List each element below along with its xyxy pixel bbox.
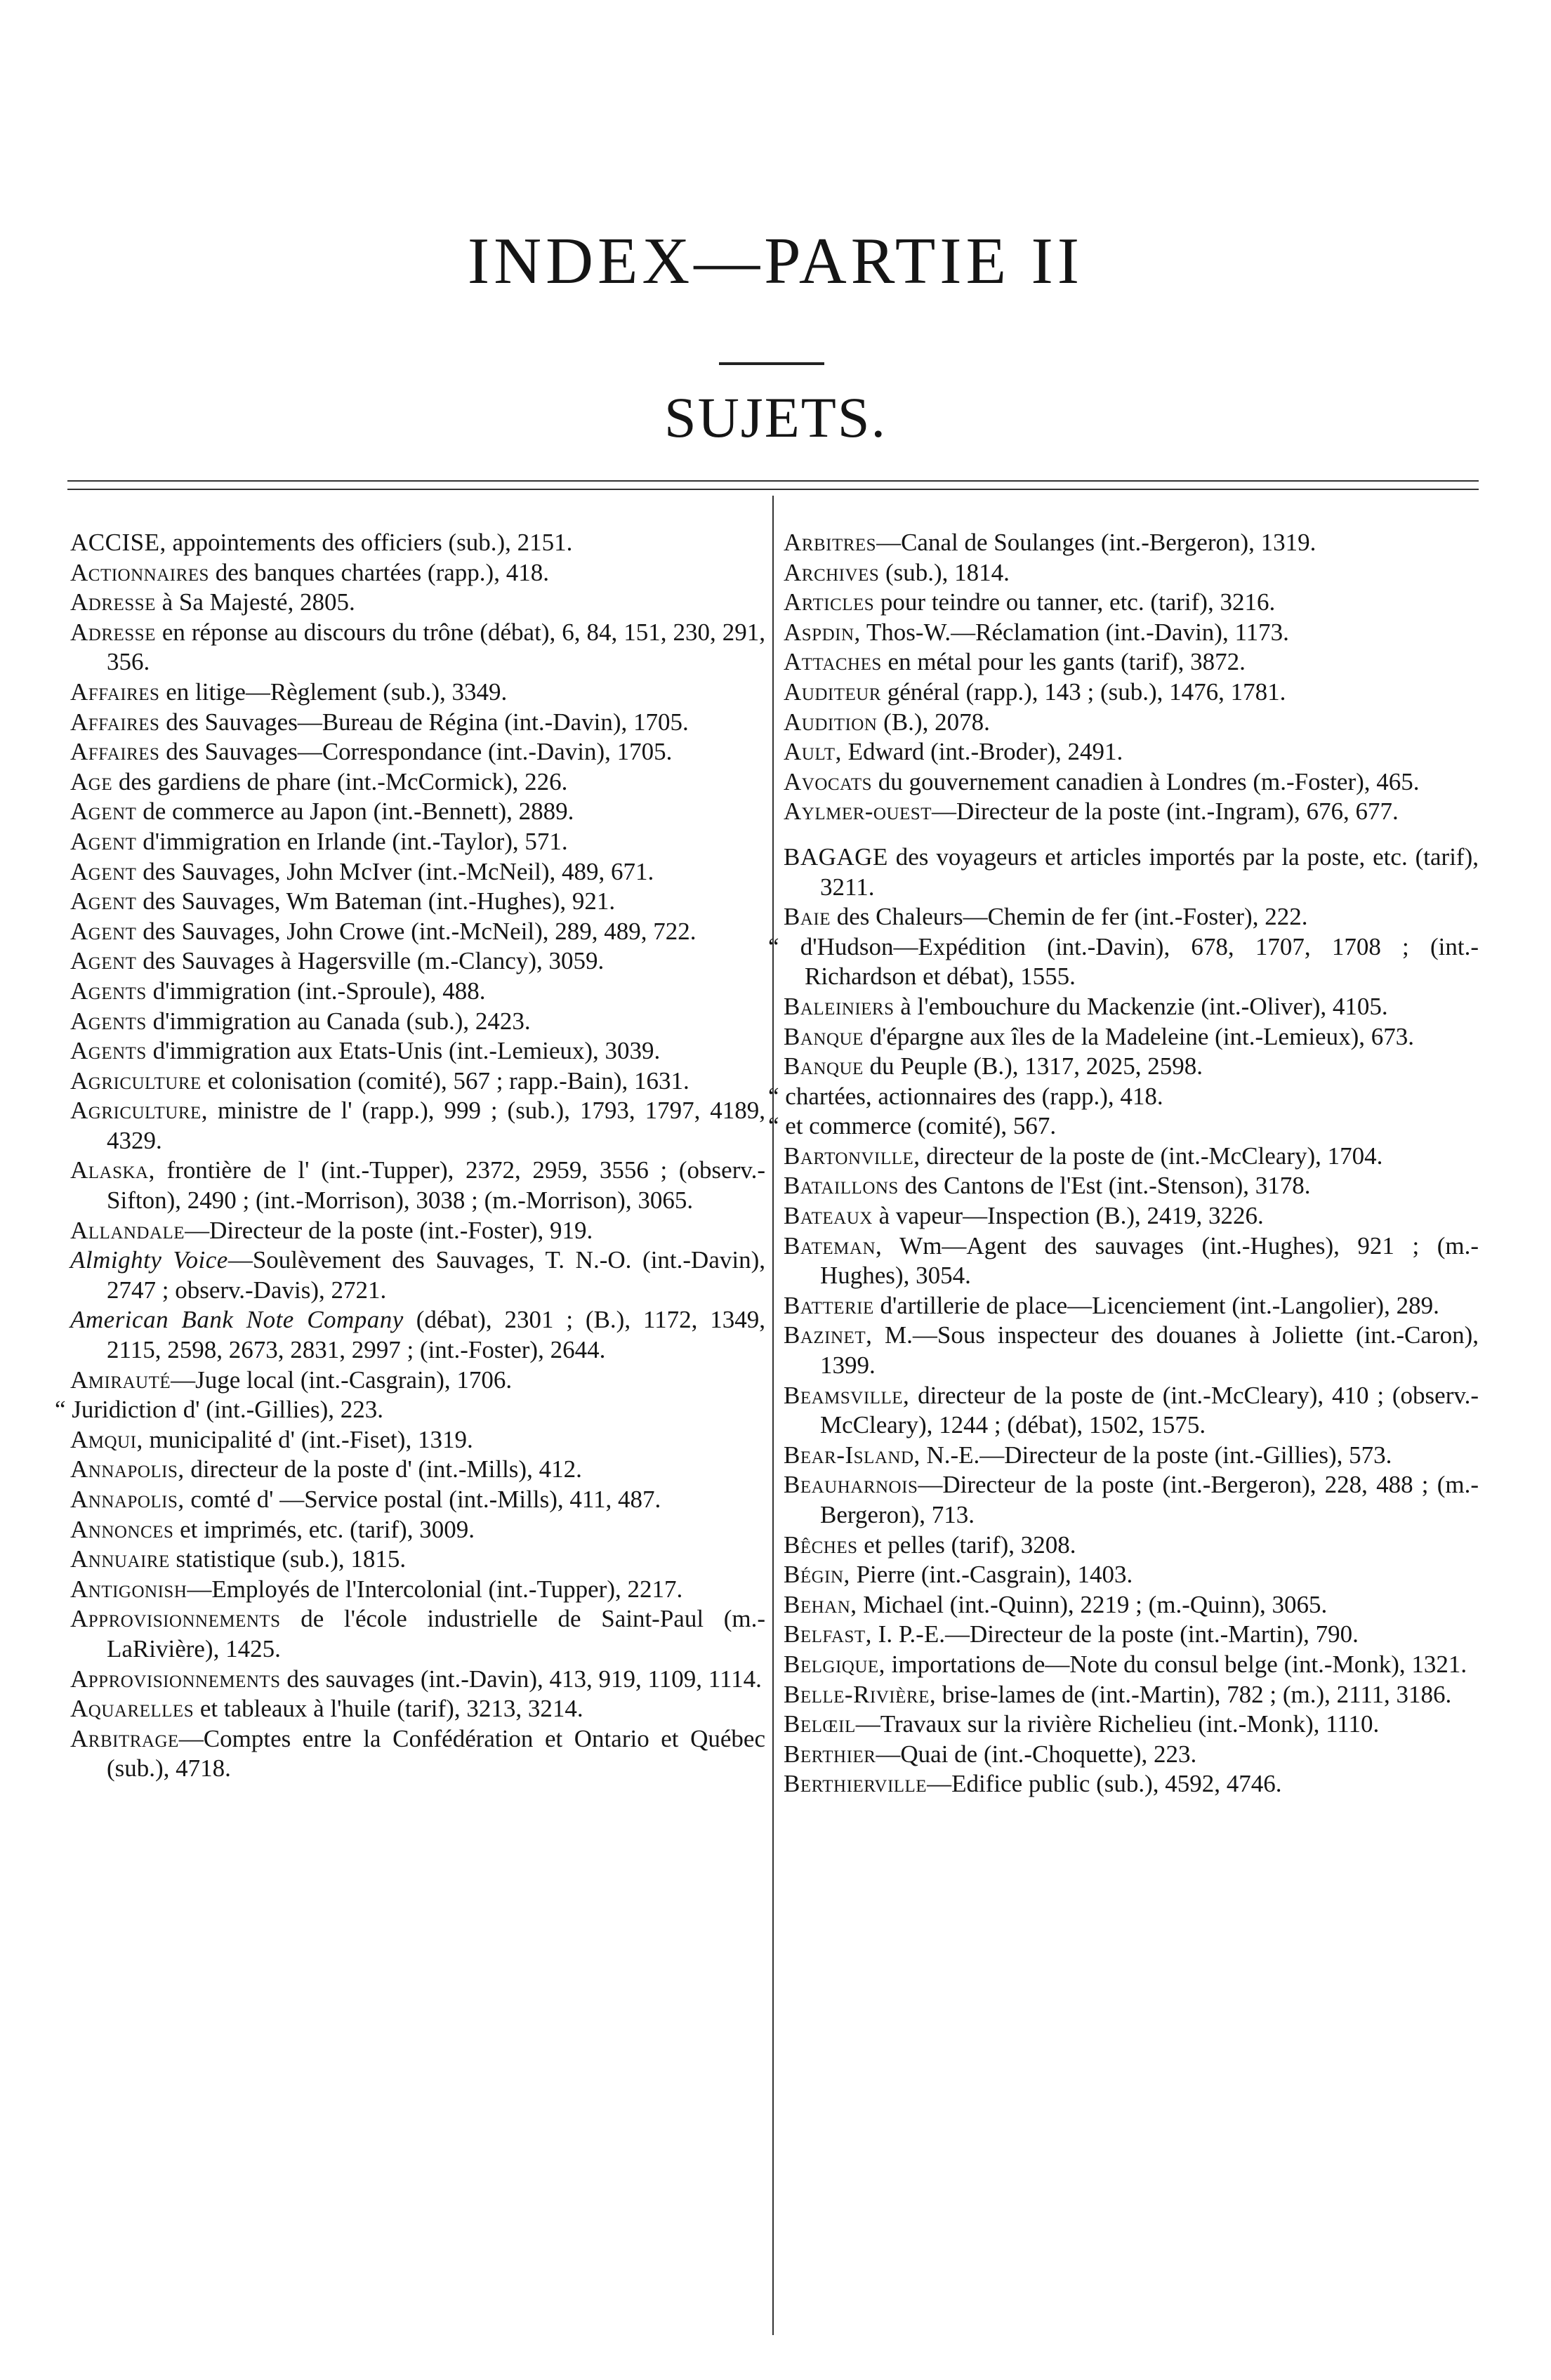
entry-text: —Juge local (int.-Casgrain), 1706. <box>171 1366 513 1394</box>
entry-heading: Audition <box>784 708 878 736</box>
index-entry <box>784 1680 1479 1710</box>
index-entry <box>70 1216 765 1246</box>
entry-text: et tableaux à l'huile (tarif), 3213, 3214. <box>194 1695 583 1723</box>
index-entry <box>70 677 765 708</box>
index-entry <box>784 1022 1479 1052</box>
entry-text: —Edifice public (sub.), 4592, 4746. <box>927 1770 1282 1798</box>
index-entry <box>784 737 1479 767</box>
entry-heading: Belœil <box>784 1710 856 1738</box>
entry-text: Michael (int.-Quinn), 2219 ; (m.-Quinn), 3065. <box>857 1590 1328 1618</box>
entry-heading: Beamsville, <box>784 1381 910 1409</box>
index-entry <box>70 737 765 767</box>
index-entry <box>70 827 765 857</box>
entry-heading: Beauharnois <box>784 1471 918 1499</box>
entry-text: statistique (sub.), 1815. <box>169 1545 407 1573</box>
index-entry <box>784 1590 1479 1620</box>
entry-heading: Almighty Voice <box>70 1246 228 1274</box>
entry-text: d'immigration au Canada (sub.), 2423. <box>146 1007 531 1035</box>
entry-text: des Sauvages—Bureau de Régina (int.-Davin), 1705. <box>159 708 689 736</box>
entry-text: “ Juridiction d' (int.-Gillies), 223. <box>55 1396 384 1424</box>
entry-text: municipalité d' (int.-Fiset), 1319. <box>143 1425 473 1453</box>
index-entry <box>784 1531 1479 1561</box>
entry-heading: Agent <box>70 947 137 975</box>
index-entry <box>70 857 765 887</box>
entry-heading: Bateman, <box>784 1231 883 1260</box>
index-entry <box>70 1604 765 1664</box>
index-entry <box>784 1620 1479 1650</box>
index-entry <box>70 1515 765 1545</box>
entry-text: et imprimés, etc. (tarif), 3009. <box>173 1515 475 1543</box>
entry-heading: Bartonville, <box>784 1142 920 1170</box>
entry-heading: Adresse <box>70 618 156 646</box>
entry-text: et pelles (tarif), 3208. <box>857 1531 1076 1559</box>
title-rule <box>719 362 824 365</box>
entry-text: frontière de l' (int.-Tupper), 2372, 2959, 3556 ; (observ.-Sifton), 2490 ; (int.-Morrison), 3038 ; (m.-Morrison), 3065. <box>107 1156 765 1215</box>
column-divider <box>772 496 774 2335</box>
index-entry <box>70 528 765 558</box>
index-entry <box>70 1036 765 1066</box>
index-entry <box>70 1305 765 1365</box>
entry-text: des Sauvages, John Crowe (int.-McNeil), 289, 489, 722. <box>136 917 697 945</box>
entry-text: d'immigration (int.-Sproule), 488. <box>146 977 486 1005</box>
index-entry <box>784 1291 1479 1321</box>
index-entry <box>784 1381 1479 1441</box>
entry-text: directeur de la poste de (int.-McCleary), 410 ; (observ.-McCleary), 1244 ; (débat), 1502, 1575. <box>820 1381 1479 1439</box>
entry-text: des voyageurs et articles importés par la poste, etc. (tarif), 3211. <box>820 842 1479 901</box>
entry-heading: Bêches <box>784 1531 858 1559</box>
entry-text: “ d'Hudson—Expédition (int.-Davin), 678, 1707, 1708 ; (int.-Richardson et débat), 1555. <box>768 932 1479 991</box>
entry-heading: Batterie <box>784 1291 874 1319</box>
index-entry <box>70 558 765 588</box>
entry-text: en réponse au discours du trône (débat), 6, 84, 151, 230, 291, 356. <box>107 618 765 676</box>
entry-heading: Affaires <box>70 677 160 706</box>
index-entry <box>70 1245 765 1305</box>
entry-heading: Bazinet, <box>784 1321 873 1349</box>
entry-heading: Bataillons <box>784 1172 899 1200</box>
entry-heading: Ault, <box>784 738 842 766</box>
entry-heading: Agents <box>70 977 147 1005</box>
entry-text: des Sauvages—Correspondance (int.-Davin), 1705. <box>159 738 673 766</box>
index-entry <box>70 1485 765 1515</box>
index-entry <box>784 767 1479 798</box>
entry-heading: Baie <box>784 903 831 931</box>
entry-text: I. P.-E.—Directeur de la poste (int.-Martin), 790. <box>871 1620 1359 1648</box>
entry-heading: Agent <box>70 887 137 915</box>
entry-heading: Attaches <box>784 648 882 676</box>
entry-heading: Articles <box>784 588 875 616</box>
index-column-right <box>768 528 1479 1799</box>
entry-text: —Comptes entre la Confédération et Ontario et Québec (sub.), 4718. <box>107 1724 765 1783</box>
entry-heading: Agriculture <box>70 1066 202 1095</box>
page-title: INDEX—PARTIE II <box>467 225 1084 298</box>
entry-heading: Allandale <box>70 1216 185 1244</box>
index-entry <box>70 917 765 947</box>
entry-text: importations de—Note du consul belge (int.-Monk), 1321. <box>885 1650 1467 1678</box>
entry-text: des Sauvages, John McIver (int.-McNeil), 489, 671. <box>136 857 654 885</box>
index-entry <box>784 528 1479 558</box>
entry-text: pour teindre ou tanner, etc. (tarif), 3216. <box>874 588 1276 616</box>
entry-text: de commerce au Japon (int.-Bennett), 2889. <box>136 798 574 826</box>
entry-heading: Agents <box>70 1007 147 1035</box>
index-entry <box>784 992 1479 1022</box>
index-entry <box>70 1724 765 1784</box>
entry-text: (débat), 2301 ; (B.), 1172, 1349, 2115, 2598, 2673, 2831, 2997 ; (int.-Foster), 2644. <box>107 1306 766 1364</box>
entry-text: général (rapp.), 143 ; (sub.), 1476, 1781. <box>880 677 1286 706</box>
entry-text: des Cantons de l'Est (int.-Stenson), 3178. <box>898 1172 1311 1200</box>
index-column-left <box>55 528 766 1784</box>
entry-heading: ACCISE, <box>70 529 166 556</box>
index-entry <box>70 1545 765 1575</box>
entry-text: des banques chartées (rapp.), 418. <box>209 558 549 586</box>
index-entry <box>784 1560 1479 1590</box>
entry-text: directeur de la poste de (int.-McCleary), 1704. <box>920 1142 1383 1170</box>
entry-heading: Banque <box>784 1022 864 1050</box>
index-entry <box>784 842 1479 902</box>
section-title: SUJETS. <box>664 385 887 449</box>
entry-heading: Affaires <box>70 738 160 766</box>
entry-heading: Avocats <box>784 767 873 795</box>
index-entry <box>784 1231 1479 1291</box>
entry-text: “ et commerce (comité), 567. <box>768 1112 1057 1140</box>
index-entry <box>784 708 1479 738</box>
entry-heading: Antigonish <box>70 1575 187 1603</box>
entry-heading: Annonces <box>70 1515 174 1543</box>
entry-heading: Baleiniers <box>784 992 895 1020</box>
index-entry <box>784 1650 1479 1680</box>
entry-heading: Bear-Island, <box>784 1441 920 1469</box>
index-entry <box>70 1425 765 1455</box>
entry-heading: Adresse <box>70 588 156 616</box>
entry-text: N.-E.—Directeur de la poste (int.-Gillies), 573. <box>920 1441 1392 1469</box>
entry-heading: Approvisionnements <box>70 1665 281 1693</box>
entry-text: du gouvernement canadien à Londres (m.-Foster), 465. <box>872 767 1420 795</box>
entry-heading: Archives <box>784 558 880 586</box>
entry-heading: Arbitres <box>784 529 877 556</box>
entry-heading: Age <box>70 767 113 795</box>
entry-text: et colonisation (comité), 567 ; rapp.-Bain), 1631. <box>201 1066 689 1095</box>
index-entry <box>70 1096 765 1156</box>
index-entry <box>55 1395 765 1425</box>
entry-heading: Aspdin, <box>784 618 861 646</box>
entry-text: comté d' —Service postal (int.-Mills), 411, 487. <box>184 1486 661 1513</box>
index-entry <box>70 1665 765 1695</box>
entry-text: en litige—Règlement (sub.), 3349. <box>159 677 508 706</box>
entry-heading: Berthierville <box>784 1770 928 1798</box>
entry-text: en métal pour les gants (tarif), 3872. <box>881 648 1246 676</box>
index-entry <box>784 1769 1479 1799</box>
index-entry <box>784 1171 1479 1201</box>
entry-heading: Amirauté <box>70 1366 171 1394</box>
entry-heading: Annuaire <box>70 1545 170 1573</box>
entry-text: à vapeur—Inspection (B.), 2419, 3226. <box>872 1202 1264 1230</box>
index-entry <box>784 1740 1479 1770</box>
entry-heading: Bateaux <box>784 1202 873 1230</box>
index-entry <box>70 588 765 618</box>
index-entry <box>784 677 1479 708</box>
entry-text: Pierre (int.-Casgrain), 1403. <box>850 1561 1133 1589</box>
entry-heading: Agents <box>70 1037 147 1065</box>
entry-heading: Amqui, <box>70 1425 143 1453</box>
entry-heading: Agriculture, <box>70 1097 209 1125</box>
entry-heading: Behan, <box>784 1590 857 1618</box>
entry-heading: Agent <box>70 827 137 855</box>
entry-text: —Soulèvement des Sauvages, T. N.-O. (int.-Davin), 2747 ; observ.-Davis), 2721. <box>107 1246 765 1304</box>
index-entry <box>768 1111 1479 1142</box>
entry-text: brise-lames de (int.-Martin), 782 ; (m.), 2111, 3186. <box>936 1680 1452 1708</box>
entry-heading: Bégin, <box>784 1561 850 1589</box>
entry-text: —Directeur de la poste (int.-Foster), 919. <box>185 1216 593 1244</box>
entry-heading: Aquarelles <box>70 1695 194 1723</box>
index-entry <box>70 1366 765 1396</box>
index-entry <box>70 1066 765 1097</box>
entry-text: —Canal de Soulanges (int.-Bergeron), 1319. <box>876 529 1316 556</box>
entry-heading: Approvisionnements <box>70 1605 281 1633</box>
entry-heading: Actionnaires <box>70 558 209 586</box>
entry-text: de l'école industrielle de Saint-Paul (m.-LaRivière), 1425. <box>107 1605 765 1662</box>
index-entry <box>70 708 765 738</box>
entry-text: (sub.), 1814. <box>879 558 1010 586</box>
entry-text: —Directeur de la poste (int.-Ingram), 676, 677. <box>932 798 1399 826</box>
entry-text: à Sa Majesté, 2805. <box>155 588 355 616</box>
index-entry <box>70 767 765 798</box>
entry-heading: Belfast, <box>784 1620 872 1648</box>
entry-text: —Quai de (int.-Choquette), 223. <box>876 1740 1197 1768</box>
index-entry <box>70 1007 765 1037</box>
entry-heading: Banque <box>784 1052 864 1080</box>
entry-text: du Peuple (B.), 1317, 2025, 2598. <box>863 1052 1203 1080</box>
header-double-rule <box>67 480 1479 490</box>
index-entry <box>70 1694 765 1724</box>
entry-text: d'immigration en Irlande (int.-Taylor), 571. <box>136 827 568 855</box>
index-entry <box>70 1575 765 1605</box>
entry-text: (B.), 2078. <box>877 708 990 736</box>
index-entry <box>768 932 1479 992</box>
index-entry <box>784 902 1479 932</box>
entry-text: M.—Sous inspecteur des douanes à Joliette (int.-Caron), 1399. <box>820 1321 1479 1380</box>
entry-text: directeur de la poste d' (int.-Mills), 412. <box>184 1455 582 1483</box>
entry-text: d'immigration aux Etats-Unis (int.-Lemieux), 3039. <box>146 1037 661 1065</box>
entry-text: des sauvages (int.-Davin), 413, 919, 1109, 1114. <box>280 1665 762 1693</box>
entry-text: des gardiens de phare (int.-McCormick), 226. <box>112 767 568 795</box>
entry-heading: Annapolis, <box>70 1455 185 1483</box>
entry-heading: Belle-Rivière, <box>784 1680 937 1708</box>
entry-text: —Travaux sur la rivière Richelieu (int.-Monk), 1110. <box>855 1710 1380 1738</box>
index-entry <box>784 558 1479 588</box>
index-entry <box>70 618 765 677</box>
index-entry <box>784 618 1479 648</box>
entry-heading: Auditeur <box>784 677 881 706</box>
entry-text: des Sauvages à Hagersville (m.-Clancy), 3059. <box>136 947 605 975</box>
index-entry <box>784 1052 1479 1082</box>
entry-text: des Sauvages, Wm Bateman (int.-Hughes), 921. <box>136 887 616 915</box>
index-entry <box>784 1142 1479 1172</box>
index-entry <box>784 647 1479 677</box>
entry-heading: Agent <box>70 798 137 826</box>
entry-heading: Alaska, <box>70 1156 155 1184</box>
entry-heading: American Bank Note Company <box>70 1306 404 1334</box>
entry-text: des Chaleurs—Chemin de fer (int.-Foster), 222. <box>831 903 1308 931</box>
entry-heading: Affaires <box>70 708 160 736</box>
entry-heading: Agent <box>70 857 137 885</box>
entry-text: d'épargne aux îles de la Madeleine (int.-Lemieux), 673. <box>863 1022 1414 1050</box>
index-entry <box>70 1156 765 1215</box>
index-entry <box>784 588 1479 618</box>
index-entry <box>784 1470 1479 1530</box>
entry-heading: BAGAGE <box>784 842 888 871</box>
entry-text: Thos-W.—Réclamation (int.-Davin), 1173. <box>860 618 1289 646</box>
entry-text: d'artillerie de place—Licenciement (int.-Langolier), 289. <box>873 1291 1439 1319</box>
entry-heading: Arbitrage <box>70 1724 179 1752</box>
entry-text: à l'embouchure du Mackenzie (int.-Oliver), 4105. <box>894 992 1388 1020</box>
entry-text: ministre de l' (rapp.), 999 ; (sub.), 1793, 1797, 4189, 4329. <box>107 1097 765 1154</box>
entry-text: Wm—Agent des sauvages (int.-Hughes), 921 ; (m.-Hughes), 3054. <box>820 1231 1479 1290</box>
entry-text: —Directeur de la poste (int.-Bergeron), 228, 488 ; (m.-Bergeron), 713. <box>820 1471 1479 1528</box>
index-entry <box>70 977 765 1007</box>
index-entry <box>70 946 765 977</box>
index-entry <box>70 797 765 827</box>
index-entry <box>784 1710 1479 1740</box>
entry-heading: Aylmer-ouest <box>784 798 932 826</box>
index-entry <box>784 797 1479 827</box>
index-entry <box>784 1201 1479 1231</box>
index-entry <box>70 887 765 917</box>
index-entry <box>70 1455 765 1485</box>
entry-text: —Employés de l'Intercolonial (int.-Tupper), 2217. <box>187 1575 683 1603</box>
entry-text: appointements des officiers (sub.), 2151. <box>166 529 573 556</box>
index-entry <box>784 1321 1479 1380</box>
entry-heading: Belgique, <box>784 1650 885 1678</box>
index-entry <box>784 1441 1479 1471</box>
entry-text: “ chartées, actionnaires des (rapp.), 418. <box>768 1082 1163 1110</box>
index-entry <box>768 1082 1479 1112</box>
entry-heading: Annapolis, <box>70 1486 185 1513</box>
entry-text: Edward (int.-Broder), 2491. <box>841 738 1123 766</box>
entry-heading: Agent <box>70 917 137 945</box>
entry-heading: Berthier <box>784 1740 876 1768</box>
